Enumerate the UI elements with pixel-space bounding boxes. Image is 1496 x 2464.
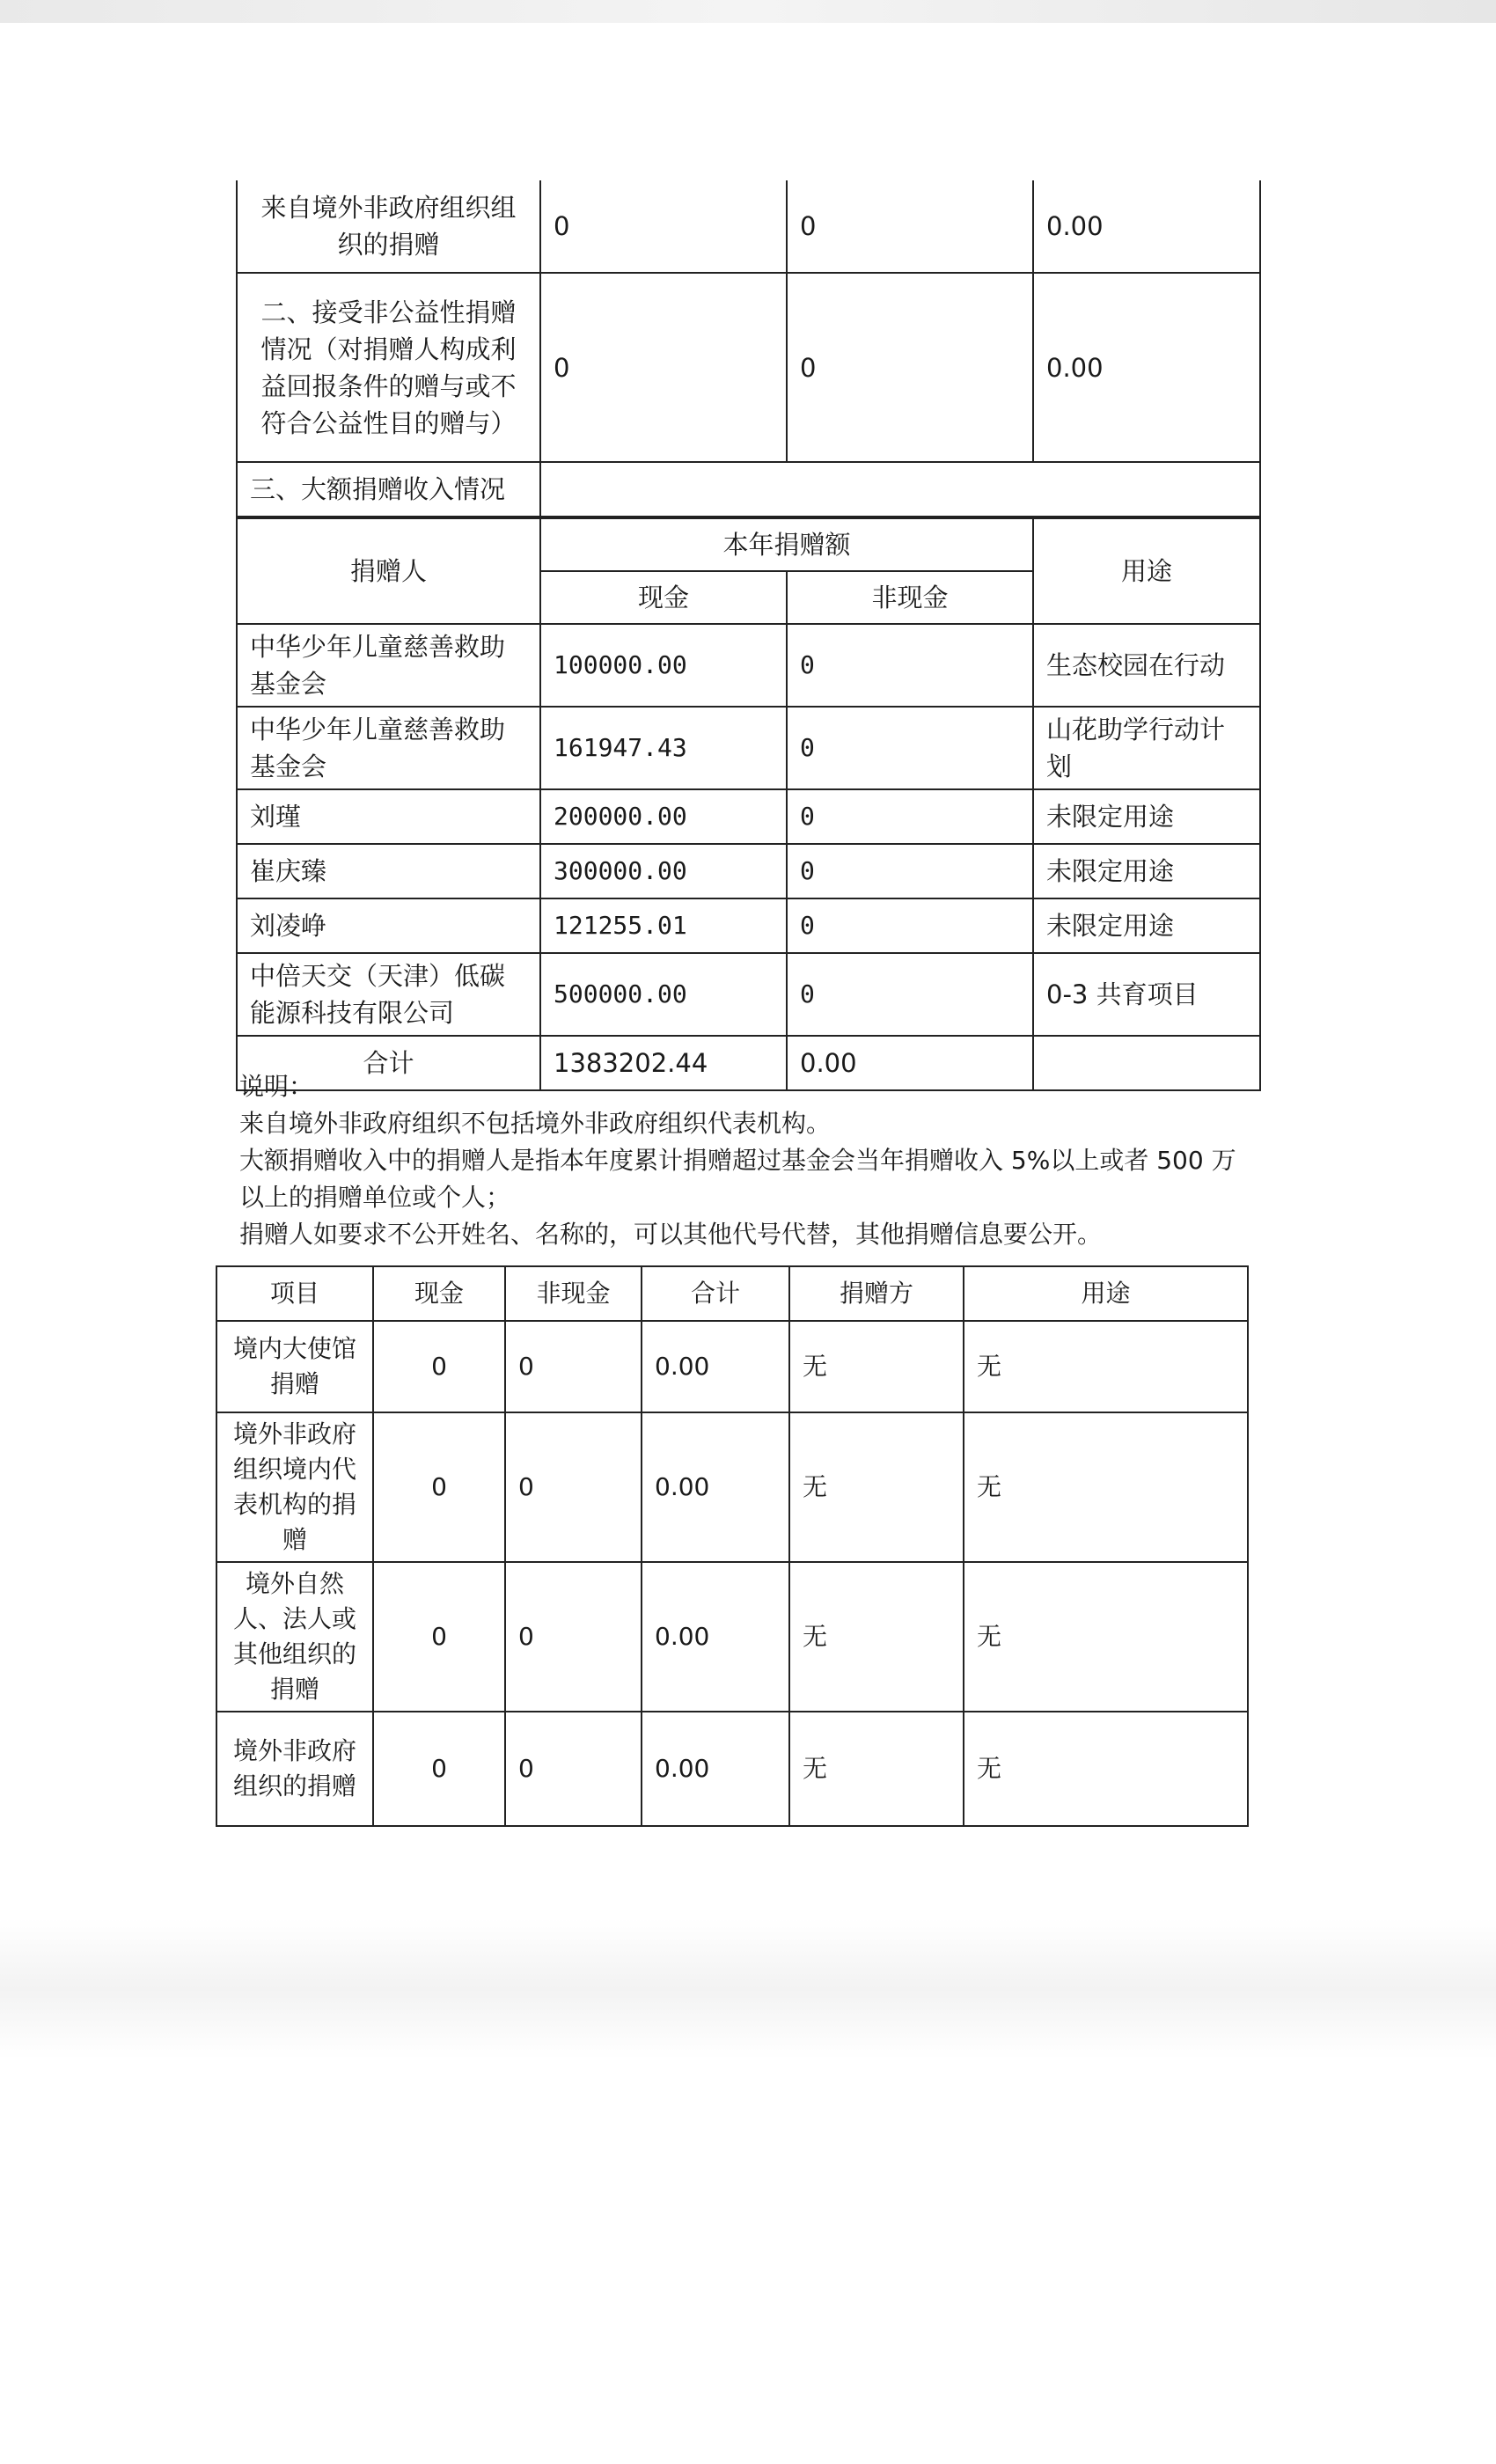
table-row	[237, 844, 1260, 898]
item-label: 境内大使馆捐赠	[216, 1321, 373, 1412]
donor-noncash: 0	[787, 953, 1033, 1036]
donor-purpose: 未限定用途	[1033, 844, 1260, 898]
item-total: 0.00	[642, 1412, 789, 1562]
item-purpose: 无	[964, 1321, 1248, 1412]
row-value-a: 0	[540, 180, 787, 273]
notes-line: 来自境外非政府组织不包括境外非政府组织代表机构。	[239, 1109, 832, 1138]
table-row	[216, 1712, 1248, 1826]
header-amount: 本年捐赠额	[540, 518, 1033, 571]
item-purpose: 无	[964, 1412, 1248, 1562]
row-value-c: 0.00	[1033, 180, 1260, 273]
donor-cash: 121255.01	[540, 898, 787, 953]
header-cash: 现金	[373, 1266, 505, 1321]
header-row	[216, 1266, 1248, 1321]
header-noncash: 非现金	[505, 1266, 642, 1321]
item-cash: 0	[373, 1712, 505, 1826]
donor-cash: 200000.00	[540, 789, 787, 844]
donor-name: 中倍天交（天津）低碳能源科技有限公司	[237, 953, 540, 1036]
scan-shade	[0, 1918, 1496, 2059]
item-purpose: 无	[964, 1562, 1248, 1712]
donor-noncash: 0	[787, 898, 1033, 953]
table-row	[237, 953, 1260, 1036]
table-row	[237, 707, 1260, 789]
notes-block	[239, 1068, 1260, 1253]
donor-cash: 300000.00	[540, 844, 787, 898]
donor-name: 中华少年儿童慈善救助基金会	[237, 624, 540, 707]
item-donor: 无	[789, 1321, 964, 1412]
item-total: 0.00	[642, 1562, 789, 1712]
table-row	[237, 180, 1260, 273]
table-row	[216, 1412, 1248, 1562]
scan-edge	[0, 0, 1496, 23]
total-noncash: 0.00	[787, 1036, 1033, 1090]
donor-noncash: 0	[787, 789, 1033, 844]
donor-name: 刘瑾	[237, 789, 540, 844]
item-label: 境外自然人、法人或其他组织的捐赠	[216, 1562, 373, 1712]
item-cash: 0	[373, 1321, 505, 1412]
header-total: 合计	[642, 1266, 789, 1321]
donor-noncash: 0	[787, 624, 1033, 707]
donor-cash: 161947.43	[540, 707, 787, 789]
row-value-b: 0	[787, 273, 1033, 462]
item-noncash: 0	[505, 1712, 642, 1826]
notes-line: 大额捐赠收入中的捐赠人是指本年度累计捐赠超过基金会当年捐赠收入 5%以上或者 500 万以上的捐赠单位或个人；	[239, 1146, 1236, 1212]
notes-line: 捐赠人如要求不公开姓名、名称的，可以其他代号代替，其他捐赠信息要公开。	[239, 1220, 1103, 1249]
header-donor: 捐赠人	[237, 518, 540, 624]
table-row	[237, 789, 1260, 844]
donor-purpose: 未限定用途	[1033, 789, 1260, 844]
donor-name: 崔庆臻	[237, 844, 540, 898]
donor-name: 中华少年儿童慈善救助基金会	[237, 707, 540, 789]
notes-title: 说明：	[239, 1072, 314, 1101]
total-label: 合计	[237, 1036, 540, 1090]
item-noncash: 0	[505, 1412, 642, 1562]
table-row	[216, 1562, 1248, 1712]
donor-name: 刘凌峥	[237, 898, 540, 953]
table-row	[237, 273, 1260, 462]
donor-purpose: 山花助学行动计划	[1033, 707, 1260, 789]
row-label: 来自境外非政府组织组织的捐赠	[237, 180, 540, 273]
donor-noncash: 0	[787, 844, 1033, 898]
item-noncash: 0	[505, 1562, 642, 1712]
item-total: 0.00	[642, 1321, 789, 1412]
header-row	[237, 518, 1260, 571]
donor-purpose: 生态校园在行动	[1033, 624, 1260, 707]
item-label: 境外非政府组织的捐赠	[216, 1712, 373, 1826]
donor-purpose: 0-3 共育项目	[1033, 953, 1260, 1036]
header-cash: 现金	[540, 571, 787, 624]
table-row	[237, 624, 1260, 707]
header-donor: 捐赠方	[789, 1266, 964, 1321]
table-row	[237, 898, 1260, 953]
item-donor: 无	[789, 1412, 964, 1562]
item-purpose: 无	[964, 1712, 1248, 1826]
item-total: 0.00	[642, 1712, 789, 1826]
large-donation-table	[236, 517, 1261, 1091]
item-donor: 无	[789, 1562, 964, 1712]
total-cash: 1383202.44	[540, 1036, 787, 1090]
donor-purpose: 未限定用途	[1033, 898, 1260, 953]
row-label: 二、接受非公益性捐赠情况（对捐赠人构成利益回报条件的赠与或不符合公益性目的赠与）	[237, 273, 540, 462]
donor-cash: 100000.00	[540, 624, 787, 707]
row-value-b: 0	[787, 180, 1033, 273]
table-row	[216, 1321, 1248, 1412]
donor-cash: 500000.00	[540, 953, 787, 1036]
header-noncash: 非现金	[787, 571, 1033, 624]
foreign-donation-table	[216, 1265, 1249, 1827]
item-cash: 0	[373, 1562, 505, 1712]
item-noncash: 0	[505, 1321, 642, 1412]
section-title-row	[237, 462, 1260, 517]
item-label: 境外非政府组织境内代表机构的捐赠	[216, 1412, 373, 1562]
item-cash: 0	[373, 1412, 505, 1562]
donor-noncash: 0	[787, 707, 1033, 789]
item-donor: 无	[789, 1712, 964, 1826]
donation-table	[236, 180, 1261, 517]
row-value-c: 0.00	[1033, 273, 1260, 462]
header-purpose: 用途	[964, 1266, 1248, 1321]
header-item: 项目	[216, 1266, 373, 1321]
section-title: 三、大额捐赠收入情况	[237, 462, 540, 517]
header-purpose: 用途	[1033, 518, 1260, 624]
row-value-a: 0	[540, 273, 787, 462]
